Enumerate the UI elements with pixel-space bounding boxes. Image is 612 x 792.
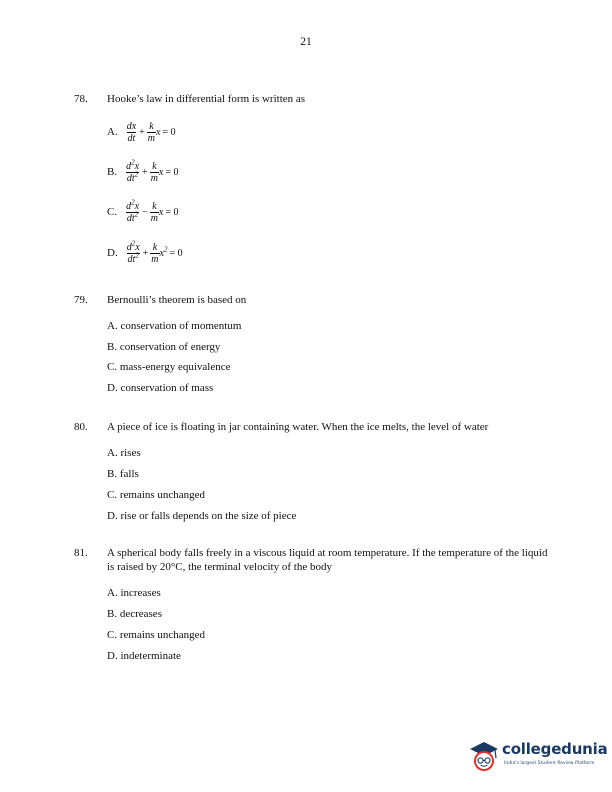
question-81 (74, 546, 552, 574)
question-stem: Bernoulli’s theorem is based on (107, 294, 247, 306)
option-78-b (107, 157, 179, 187)
graduate-mascot-icon (466, 738, 502, 774)
option-78-a (107, 117, 176, 147)
option-79-d: D. conservation of mass (107, 382, 214, 394)
derivative-fraction: $\frac{dx}{dt}$ (126, 120, 137, 144)
option-81-b: B. decreases (107, 608, 162, 620)
power-exponent: 2 (163, 245, 168, 254)
option-78-c (107, 197, 179, 227)
operator: + (139, 126, 145, 138)
k-over-m-fraction: $\frac{k}{m}$ (150, 160, 158, 184)
option-79-a: A. conservation of momentum (107, 320, 242, 332)
option-81-a: A. increases (107, 587, 161, 599)
equals-zero: = 0 (165, 166, 179, 178)
option-80-b: B. falls (107, 468, 139, 480)
variable-x: x (156, 126, 161, 138)
option-80-a: A. rises (107, 447, 141, 459)
second-derivative-fraction: $\frac{d^2x}{dt^2}$ (126, 239, 140, 265)
page-number: 21 (300, 36, 312, 48)
operator: + (142, 247, 149, 259)
k-over-m-fraction: $\frac{k}{m}$ (151, 241, 159, 265)
question-number: 80. (74, 421, 88, 433)
option-label: D. (107, 247, 118, 259)
variable-x: $x^2$ (159, 245, 168, 259)
operator: − (142, 206, 148, 218)
question-80 (74, 420, 552, 434)
variable-x: x (158, 206, 164, 218)
question-number: 79. (74, 294, 88, 306)
option-label: A. (107, 126, 118, 138)
k-over-m-fraction: $\frac{k}{m}$ (150, 200, 158, 224)
question-stem: Hooke’s law in differential form is written as (107, 93, 306, 105)
second-derivative-fraction: $\frac{d^2x}{dt^2}$ (126, 158, 140, 184)
question-stem: A spherical body falls freely in a viscous liquid at room temperature. If the temperature of the liquid is raised by 20°C, the terminal velocity of the body (107, 547, 548, 573)
question-number: 78. (74, 93, 88, 105)
equals-zero: = 0 (165, 206, 179, 218)
question-stem: A piece of ice is floating in jar containing water. When the ice melts, the level of water (107, 421, 489, 433)
option-81-c: C. remains unchanged (107, 629, 206, 641)
k-over-m-fraction: $\frac{k}{m}$ (147, 120, 156, 144)
option-80-c: C. remains unchanged (107, 489, 206, 501)
option-label: B. (107, 166, 118, 178)
option-79-c: C. mass-energy equivalence (107, 361, 231, 373)
option-79-b: B. conservation of energy (107, 341, 221, 353)
option-81-d: D. indeterminate (107, 650, 181, 662)
second-derivative-fraction: $\frac{d^2x}{dt^2}$ (126, 198, 140, 224)
option-80-d: D. rise or falls depends on the size of piece (107, 510, 297, 522)
logo-tagline: India's largest Student Review Platform (504, 761, 595, 766)
variable-x: x (158, 166, 164, 178)
option-label: C. (107, 206, 118, 218)
equals-zero: = 0 (169, 247, 183, 259)
option-78-d (107, 238, 183, 268)
equals-zero: = 0 (162, 126, 176, 138)
operator: + (142, 166, 148, 178)
question-78 (74, 92, 552, 106)
question-number: 81. (74, 547, 88, 559)
logo-wordmark: collegedunia (502, 740, 608, 758)
collegedunia-logo (466, 736, 608, 780)
question-79 (74, 293, 552, 307)
